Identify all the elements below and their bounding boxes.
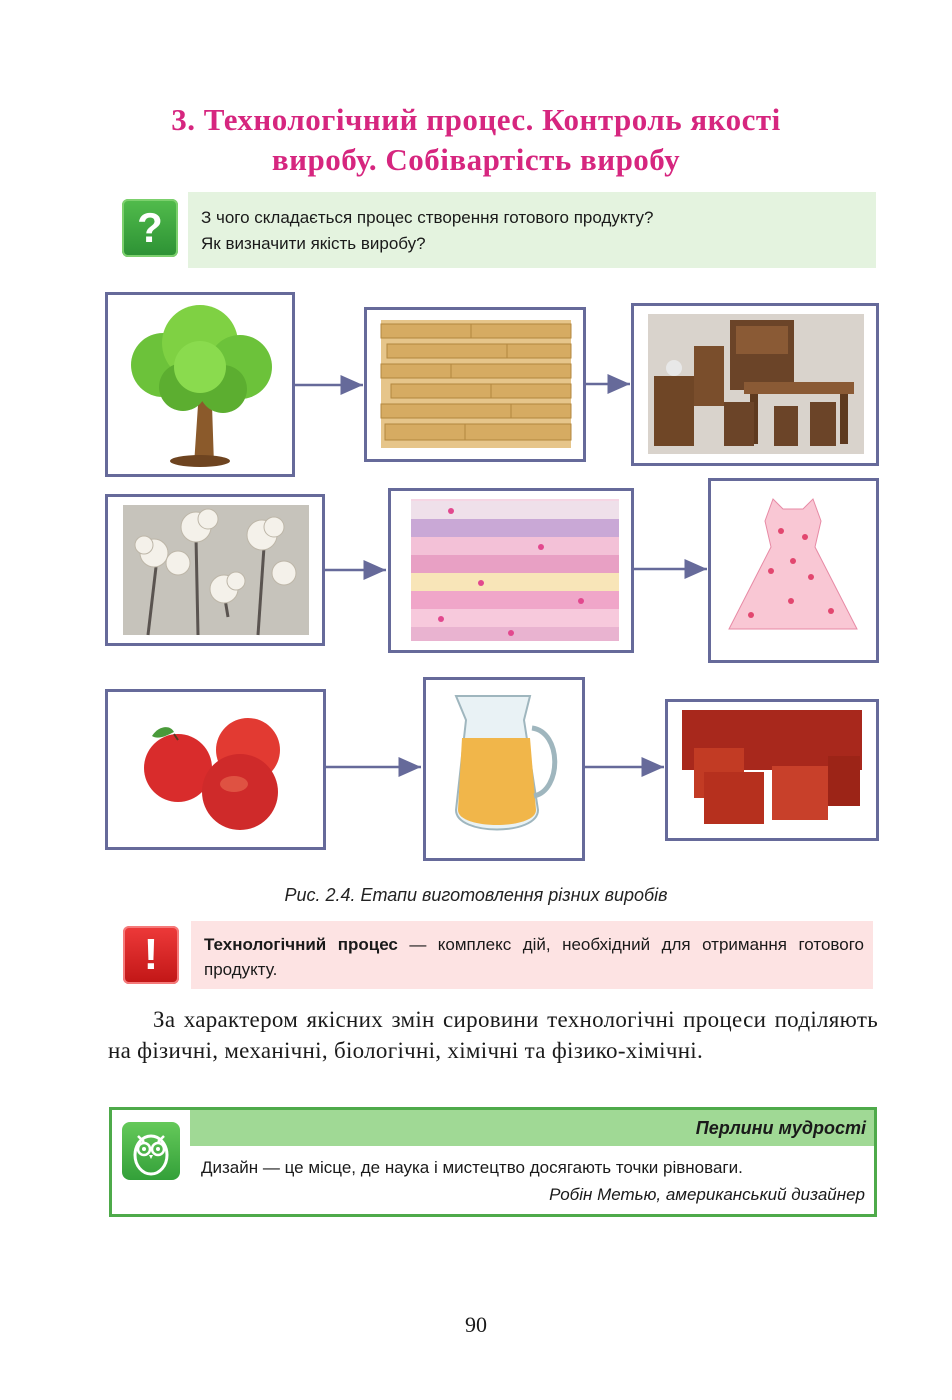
pastila-frame <box>665 699 879 841</box>
page-number: 90 <box>465 1312 487 1337</box>
pastila-image <box>668 702 876 838</box>
wisdom-quote: Дизайн — це місце, де наука і мистецтво досягають точки рівноваги. <box>201 1158 743 1177</box>
lumber-image <box>367 310 583 459</box>
question-line1: З чого складається процес створення готового продукту? <box>201 208 654 227</box>
cotton-image <box>108 497 322 643</box>
figure-caption: Рис. 2.4. Етапи виготовлення різних виробів <box>284 885 668 905</box>
tree-frame <box>105 292 295 477</box>
fabric-image <box>391 491 631 650</box>
section-title-line2: виробу. Собівартість виробу <box>271 142 681 177</box>
wisdom-title: Перлини мудрості <box>695 1118 866 1138</box>
lumber-frame <box>364 307 586 462</box>
question-line2: Як визначити якість виробу? <box>201 234 426 253</box>
tree-image <box>108 295 292 474</box>
furniture-frame <box>631 303 879 466</box>
definition-text <box>204 932 864 982</box>
apples-image <box>108 692 323 847</box>
definition-body: — комплекс дій, необхідний для отримання готового продукту. <box>204 935 864 979</box>
furniture-image <box>634 306 876 463</box>
dress-frame <box>708 478 879 663</box>
cotton-frame <box>105 494 325 646</box>
fabric-frame <box>388 488 634 653</box>
definition-term: Технологічний процес <box>204 935 398 954</box>
juice-image <box>426 680 582 858</box>
exclamation-icon: ! <box>123 926 179 984</box>
body-paragraph: За характером якісних змін сировини технологічні процеси поділяють на фізичні, механічні, біологічні, хімічні та фізико-хімічні. <box>108 1007 878 1063</box>
section-title-line1: 3. Технологічний процес. Контроль якості <box>171 102 781 137</box>
juice-frame <box>423 677 585 861</box>
owl-icon <box>122 1122 180 1180</box>
question-mark-icon: ? <box>122 199 178 257</box>
apples-frame <box>105 689 326 850</box>
wisdom-author: Робін Метью, американський дизайнер <box>549 1185 865 1204</box>
dress-image <box>711 481 876 660</box>
